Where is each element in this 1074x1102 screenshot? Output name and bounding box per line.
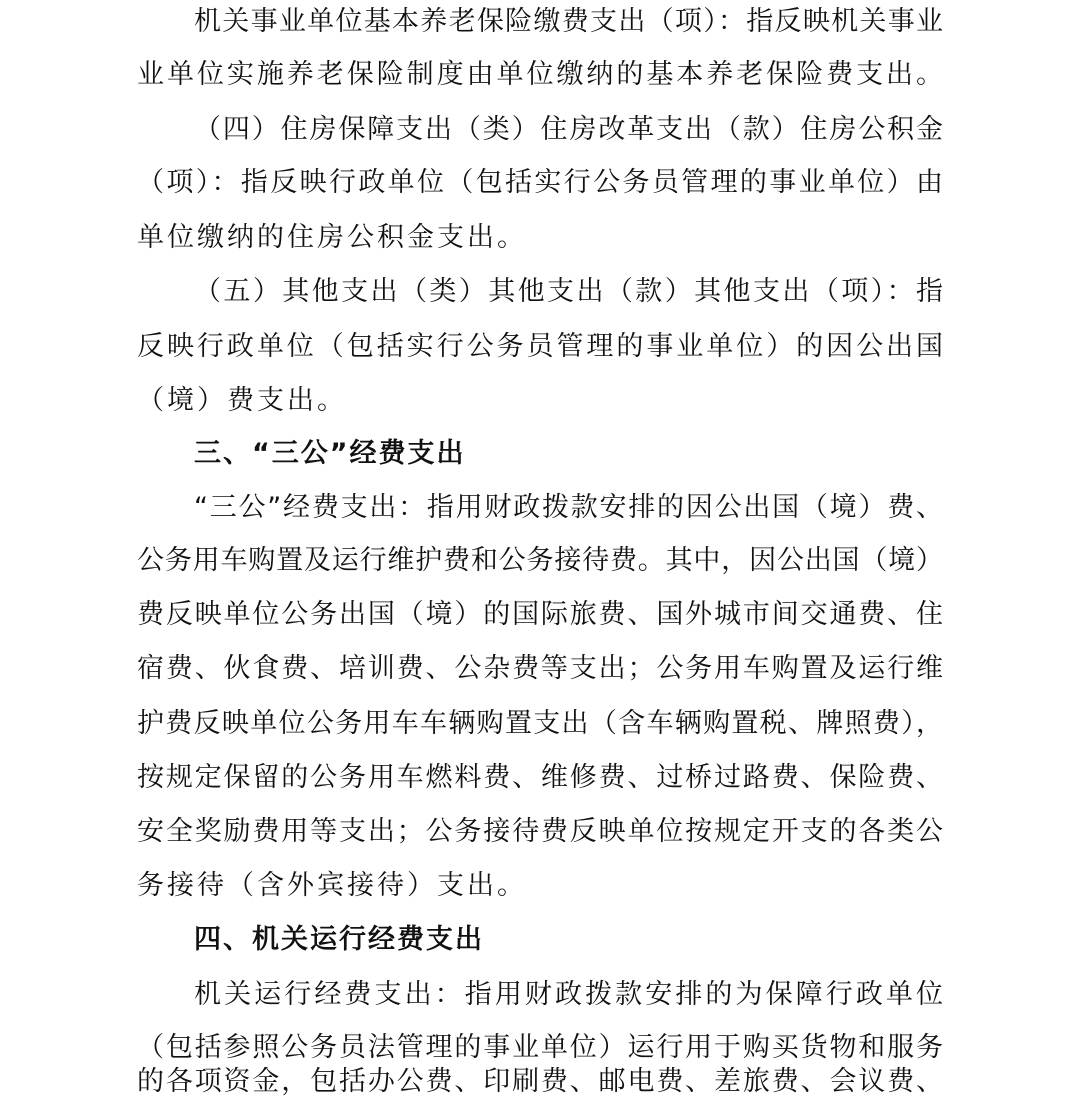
text-line: （项）：指反映行政单位（包括实行公务员管理的事业单位）由 (137, 167, 943, 198)
text-line: 业单位实施养老保险制度由单位缴纳的基本养老保险费支出。 (137, 59, 943, 90)
text-line: （包括参照公务员法管理的事业单位）运行用于购买货物和服务 (137, 1032, 943, 1063)
text-line: 反映行政单位（包括实行公务员管理的事业单位）的因公出国 (137, 331, 943, 362)
text-line: 务接待（含外宾接待）支出。 (137, 870, 527, 901)
text-line: （五）其他支出（类）其他支出（款）其他支出（项）：指 (194, 276, 943, 307)
text-line: 单位缴纳的住房公积金支出。 (137, 222, 527, 253)
text-line: 宿费、伙食费、培训费、公杂费等支出；公务用车购置及运行维 (137, 653, 943, 684)
text-line: （四）住房保障支出（类）住房改革支出（款）住房公积金 (194, 114, 943, 145)
text-line: 机关事业单位基本养老保险缴费支出（项）：指反映机关事业 (194, 6, 943, 37)
text-line: 护费反映单位公务用车车辆购置支出（含车辆购置税、牌照费）， (137, 708, 943, 739)
text-line: 安全奖励费用等支出；公务接待费反映单位按规定开支的各类公 (137, 816, 943, 847)
text-line: （境）费支出。 (137, 385, 347, 416)
text-line: 按规定保留的公务用车燃料费、维修费、过桥过路费、保险费、 (137, 762, 943, 793)
section-heading-three-public: 三、“三公”经费支出 (194, 438, 466, 469)
section-heading-operating-expenses: 四、机关运行经费支出 (194, 924, 484, 955)
text-line: “三公”经费支出：指用财政拨款安排的因公出国（境）费、 (194, 492, 943, 523)
text-line: 的各项资金，包括办公费、印刷费、邮电费、差旅费、会议费、 (137, 1066, 943, 1097)
text-line: 费反映单位公务出国（境）的国际旅费、国外城市间交通费、住 (137, 599, 943, 630)
text-line: 机关运行经费支出：指用财政拨款安排的为保障行政单位 (194, 979, 943, 1010)
text-line: 公务用车购置及运行维护费和公务接待费。其中，因公出国（境） (137, 545, 943, 576)
